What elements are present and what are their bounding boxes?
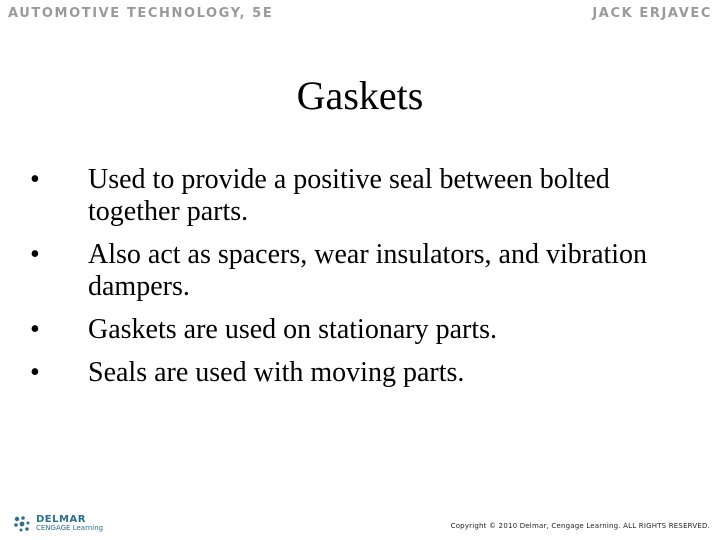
slide-title: Gaskets <box>296 73 424 118</box>
bullet-item <box>30 164 670 228</box>
bullet-item <box>30 314 670 346</box>
bullet-marker: • <box>30 357 40 388</box>
bullet-text: Also act as spacers, wear insulators, and vibration dampers. <box>88 239 648 302</box>
logo-brand-text: DELMAR <box>36 514 86 525</box>
bullet-text: Seals are used with moving parts. <box>88 357 465 388</box>
bullet-text: Gaskets are used on stationary parts. <box>88 314 497 345</box>
bullet-list <box>30 164 670 400</box>
bullet-marker: • <box>30 164 40 195</box>
delmar-logo-icon <box>12 514 32 534</box>
bullet-item <box>30 239 670 303</box>
bullet-item <box>30 357 670 389</box>
bullet-marker: • <box>30 314 40 345</box>
logo-sub-text: CENGAGE Learning <box>36 524 104 532</box>
author-name: JACK ERJAVEC <box>592 6 712 21</box>
delmar-logo <box>12 514 103 534</box>
bullet-text: Used to provide a positive seal between bolted together parts. <box>88 164 610 227</box>
bullet-marker: • <box>30 239 40 270</box>
book-title: AUTOMOTIVE TECHNOLOGY, 5E <box>8 6 274 21</box>
copyright-notice: Copyright © 2010 Delmar, Cengage Learning. ALL RIGHTS RESERVED. <box>450 522 710 530</box>
